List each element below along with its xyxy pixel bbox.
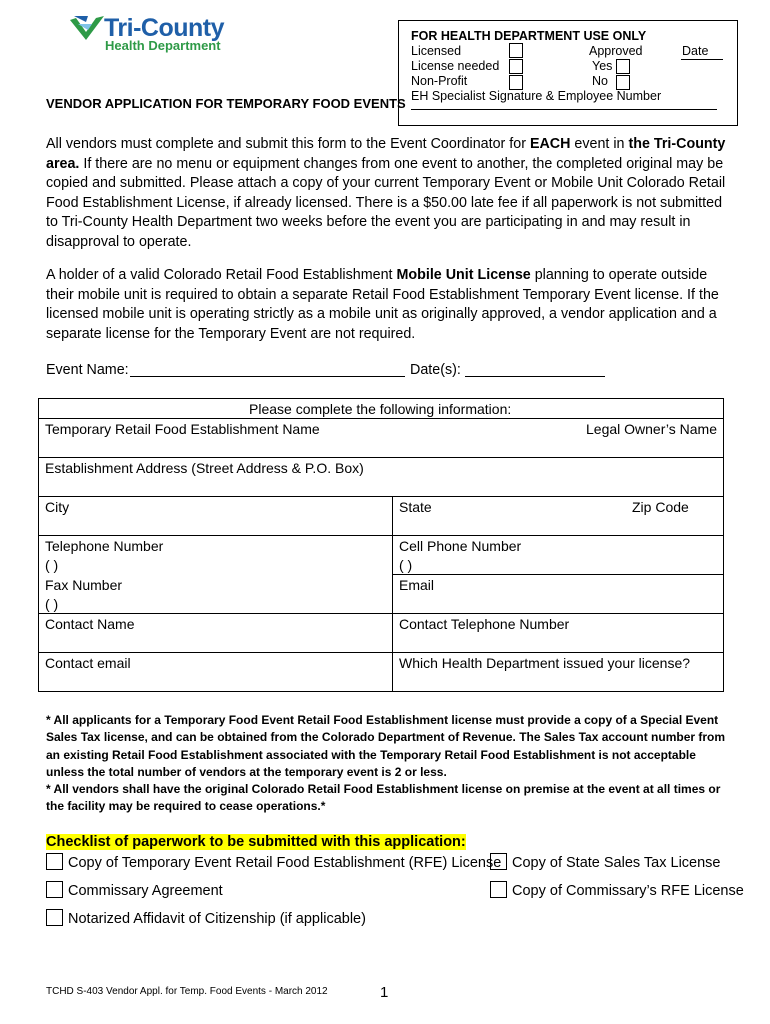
signature-label: EH Specialist Signature & Employee Number: [411, 89, 662, 103]
date-label: Date: [682, 44, 709, 58]
fax-paren: ( ): [45, 596, 59, 612]
establishment-address-label: Establishment Address (Street Address & P.O. Box): [45, 460, 364, 476]
telephone-paren: ( ): [45, 557, 59, 573]
checklist-item-rfe-license[interactable]: Copy of Temporary Event Retail Food Establishment (RFE) License: [46, 853, 501, 871]
checkbox[interactable]: [46, 909, 63, 926]
zip-code-label: Zip Code: [632, 499, 689, 515]
cell-phone-label: Cell Phone Number: [399, 538, 522, 554]
event-name-label: Event Name:: [46, 362, 129, 378]
non-profit-label: Non-Profit: [411, 74, 468, 88]
legal-owner-label: Legal Owner’s Name: [586, 421, 717, 437]
event-dates-label: Date(s):: [410, 362, 461, 378]
checkbox[interactable]: [490, 881, 507, 898]
checklist-item-commissary-rfe[interactable]: Copy of Commissary’s RFE License: [490, 881, 744, 899]
health-dept-use-box: [398, 20, 738, 126]
event-name-field[interactable]: [130, 376, 405, 377]
sales-tax-note: * All applicants for a Temporary Food Event Retail Food Establishment license must provide a copy of a Special Event Sales Tax license, and can be obtained from the Colorado Department of Revenue. The Sales Tax account number from an existing Retail Food Establishment associated with the Temporary Retail Food Establishment is not acceptable unless the total number of vendors at the temporary event is 2 or less.: [46, 713, 726, 779]
form-header: Please complete the following information:: [249, 401, 512, 417]
licensed-checkbox[interactable]: [509, 43, 523, 58]
mobile-unit-paragraph: A holder of a valid Colorado Retail Food Establishment Mobile Unit License planning to operate outside their mobile unit is required to obtain a separate Retail Food Establishment Temporary Event license. If the licensed mobile unit is operating strictly as a mobile unit as originally approved, a vendor application and a separate license for the Temporary Event are not required.: [46, 267, 719, 342]
checklist-item-commissary-agreement[interactable]: Commissary Agreement: [46, 881, 223, 899]
form-footer: TCHD S-403 Vendor Appl. for Temp. Food Events - March 2012: [46, 986, 328, 997]
logo-subtitle: Health Department: [105, 38, 221, 53]
checkbox[interactable]: [46, 881, 63, 898]
license-on-premise-note: * All vendors shall have the original Colorado Retail Food Establishment license on premise at the event at all times or the facility may be required to cease operations.*: [46, 782, 721, 814]
license-needed-checkbox[interactable]: [509, 59, 523, 74]
row-divider: [39, 457, 723, 458]
fax-label: Fax Number: [45, 577, 123, 593]
checkbox[interactable]: [46, 853, 63, 870]
non-profit-checkbox[interactable]: [509, 75, 523, 90]
email-label: Email: [399, 577, 435, 593]
applicant-info-table: [38, 398, 724, 692]
establishment-name-label: Temporary Retail Food Establishment Name: [45, 421, 320, 437]
logo-name: Tri-County: [104, 14, 224, 42]
contact-phone-label: Contact Telephone Number: [399, 616, 570, 632]
requirements-notes: [46, 712, 736, 816]
page-number: 1: [380, 984, 389, 1001]
row-divider: [39, 418, 723, 419]
contact-email-label: Contact email: [45, 655, 131, 671]
yes-checkbox[interactable]: [616, 59, 630, 74]
intro-paragraph: All vendors must complete and submit this form to the Event Coordinator for EACH event in the Tri-County area. If there are no menu or equipment changes from one event to another, the completed original may be copied and submitted. Please attach a copy of your current Temporary Event or Mobile Unit Colorado Retail Food Establishment License, if already licensed. There is a $50.00 late fee if all paperwork is not submitted to Tri-County Health Department two weeks before the event you are participating in and may result in disapproval to operate.: [46, 136, 726, 250]
license-needed-label: License needed: [411, 59, 500, 73]
row-divider: [39, 652, 723, 653]
row-divider: [39, 496, 723, 497]
approved-label: Approved: [589, 44, 643, 58]
row-divider: [39, 535, 723, 536]
event-dates-field[interactable]: [465, 376, 605, 377]
health-box-title: FOR HEALTH DEPARTMENT USE ONLY: [411, 29, 647, 43]
state-label: State: [399, 499, 432, 515]
checklist-title: Checklist of paperwork to be submitted with this application:: [46, 834, 466, 850]
contact-name-label: Contact Name: [45, 616, 135, 632]
licensed-label: Licensed: [411, 44, 462, 58]
row-divider: [39, 613, 723, 614]
telephone-label: Telephone Number: [45, 538, 164, 554]
page-title: VENDOR APPLICATION FOR TEMPORARY FOOD EVENTS: [46, 96, 406, 111]
no-checkbox[interactable]: [616, 75, 630, 90]
checklist-item-sales-tax[interactable]: Copy of State Sales Tax License: [490, 853, 721, 871]
signature-line[interactable]: [411, 109, 717, 110]
column-divider: [392, 496, 393, 691]
checklist-item-affidavit[interactable]: Notarized Affidavit of Citizenship (if applicable): [46, 909, 366, 927]
logo-mark-icon: [68, 14, 108, 44]
date-line[interactable]: [681, 59, 723, 60]
yes-label: Yes: [592, 59, 613, 73]
row-divider: [392, 574, 723, 575]
city-label: City: [45, 499, 70, 515]
cell-phone-paren: ( ): [399, 557, 413, 573]
checkbox[interactable]: [490, 853, 507, 870]
tchd-logo: [68, 14, 258, 54]
which-health-dept-label: Which Health Department issued your license?: [399, 655, 691, 671]
no-label: No: [592, 74, 608, 88]
